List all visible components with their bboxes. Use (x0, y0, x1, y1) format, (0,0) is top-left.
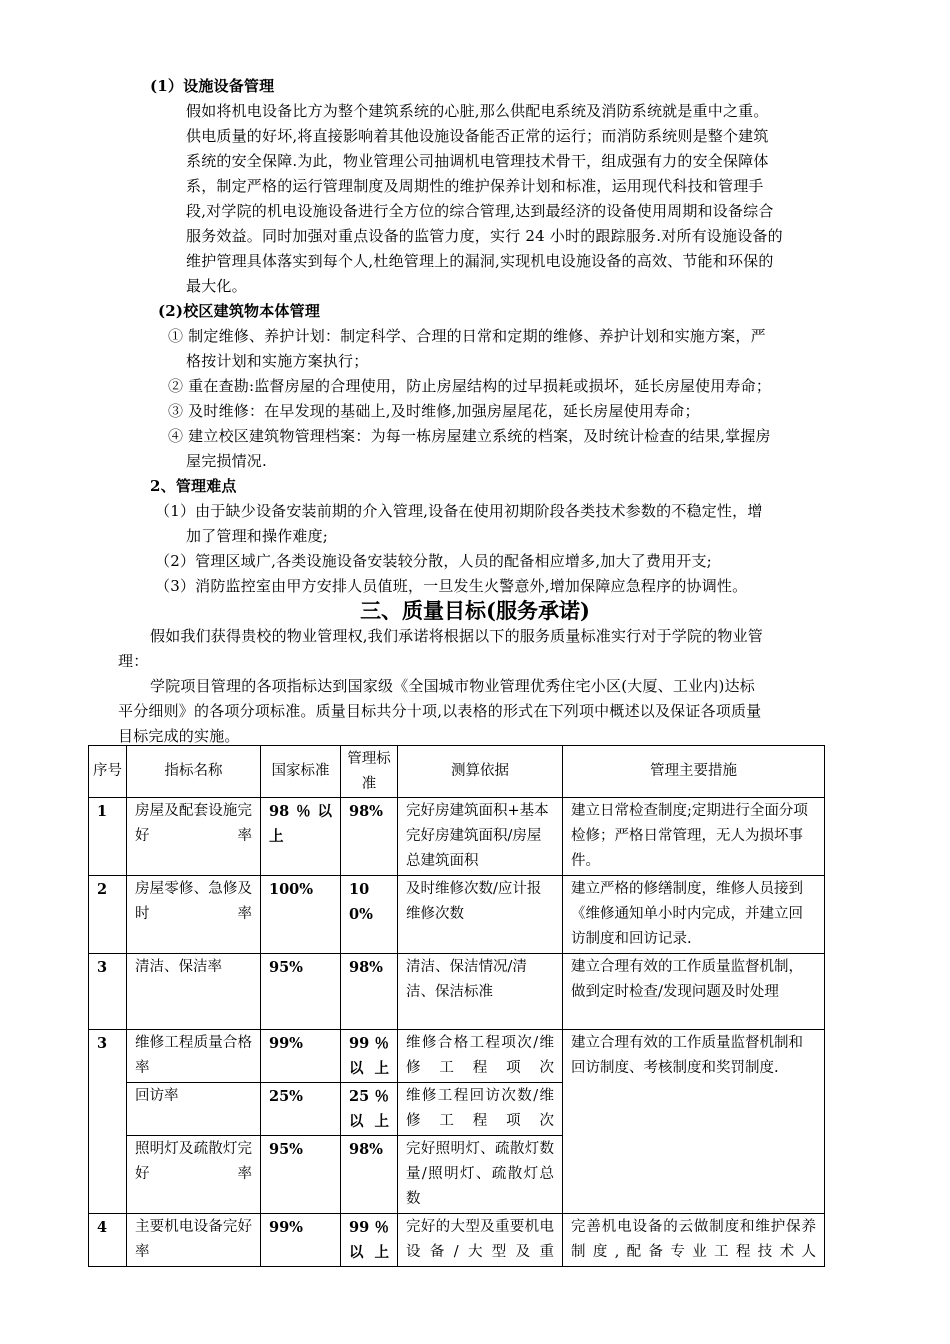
list-item: ③ 及时维修：在早发现的基础上,及时维修,加强房屋尾花，延长房屋使用寿命； (168, 402, 700, 420)
table-row (89, 954, 825, 1030)
cell-name: 房屋零修、急修及时率 (127, 876, 261, 954)
paragraph-line: 系统的安全保障.为此，物业管理公司抽调机电管理技术骨干，组成强有力的安全保障体 (186, 152, 769, 170)
table-header-row (89, 746, 825, 798)
paragraph-line: 假如我们获得贵校的物业管理权,我们承诺将根据以下的服务质量标准实行对于学院的物业管 (150, 627, 763, 645)
table-row (89, 1214, 825, 1267)
header-cell-no: 序号 (89, 746, 127, 798)
paragraph-line: 理： (118, 652, 149, 670)
cell-basis: 维修合格工程项次/维修工程项次 (398, 1030, 563, 1083)
paragraph-line: 供电质量的好坏,将直接影响着其他设施设备能否正常的运行；而消防系统则是整个建筑 (186, 127, 769, 145)
cell-national: 25% (261, 1083, 341, 1136)
cell-basis: 清洁、保洁情况/清洁、保洁标准 (398, 954, 563, 1030)
cell-basis: 完好照明灯、疏散灯数量/照明灯、疏散灯总数 (398, 1136, 563, 1214)
cell-national: 99% (261, 1214, 341, 1267)
cell-management: 98% (341, 798, 398, 876)
paragraph-line: 平分细则》的各项分项标准。质量目标共分十项,以表格的形式在下列项中概述以及保证各项质量 (118, 702, 762, 720)
header-cell-name: 指标名称 (127, 746, 261, 798)
list-item-continuation: 格按计划和实施方案执行； (186, 352, 369, 370)
header-cell-national-standard: 国家标准 (261, 746, 341, 798)
paragraph-line: 段,对学院的机电设施设备进行全方位的综合管理,达到最经济的设备使用周期和设备综合 (186, 202, 774, 220)
paragraph-line: 目标完成的实施。 (118, 727, 240, 745)
cell-management: 99％以上 (341, 1030, 398, 1083)
list-item-continuation: 屋完损情况. (186, 452, 267, 470)
cell-name: 主要机电设备完好率 (127, 1214, 261, 1267)
cell-name: 清洁、保洁率 (127, 954, 261, 1030)
list-item: ① 制定维修、养护计划：制定科学、合理的日常和定期的维修、养护计划和实施方案，严 (168, 327, 766, 345)
section-title-facilities: (1）设施设备管理 (150, 77, 275, 95)
paragraph-line: 维护管理具体落实到每个人,杜绝管理上的漏洞,实现机电设施设备的高效、节能和环保的 (186, 252, 774, 270)
table-row (89, 876, 825, 954)
cell-measure: 建立严格的修缮制度，维修人员接到《维修通知单小时内完成，并建立回访制度和回访记录. (563, 876, 825, 954)
cell-basis: 维修工程回访次数/维修工程项次 (398, 1083, 563, 1136)
paragraph-line: 服务效益。同时加强对重点设备的监管力度，实行 24 小时的跟踪服务.对所有设施设备的 (186, 227, 783, 245)
paragraph-line: 最大化。 (186, 277, 247, 295)
list-item: ④ 建立校区建筑物管理档案：为每一栋房屋建立系统的档案，及时统计检查的结果,掌握房 (168, 427, 771, 445)
cell-national: 98％以上 (261, 798, 341, 876)
cell-no: 3 (89, 954, 127, 1030)
list-item: ② 重在查勘:监督房屋的合理使用，防止房屋结构的过早损耗或损坏，延长房屋使用寿命； (168, 377, 772, 395)
cell-name: 维修工程质量合格率 (127, 1030, 261, 1083)
cell-management: 99％以上 (341, 1214, 398, 1267)
cell-national: 100% (261, 876, 341, 954)
cell-no: 2 (89, 876, 127, 954)
cell-name: 房屋及配套设施完好率 (127, 798, 261, 876)
cell-national: 95% (261, 1136, 341, 1214)
table-row (89, 798, 825, 876)
cell-measure: 建立合理有效的工作质量监督机制和回访制度、考核制度和奖罚制度. (563, 1030, 825, 1214)
cell-management: 98% (341, 954, 398, 1030)
paragraph-line: 系，制定严格的运行管理制度及周期性的维护保养计划和标准，运用现代科技和管理手 (186, 177, 764, 195)
cell-basis: 完好房建筑面积+基本完好房建筑面积/房屋总建筑面积 (398, 798, 563, 876)
section-title-difficulties: 2、管理难点 (150, 477, 237, 495)
paragraph-line: 假如将机电设备比方为整个建筑系统的心脏,那么供配电系统及消防系统就是重中之重。 (186, 102, 769, 120)
cell-name: 回访率 (127, 1083, 261, 1136)
cell-management: 100% (341, 876, 398, 954)
cell-no: 1 (89, 798, 127, 876)
quality-goals-table (88, 745, 825, 1267)
section-heading-quality-goals: 三、质量目标(服务承诺) (360, 598, 590, 623)
cell-no: 4 (89, 1214, 127, 1267)
cell-no: 3 (89, 1030, 127, 1214)
cell-measure: 完善机电设备的云做制度和维护保养制度,配备专业工程技术人 (563, 1214, 825, 1267)
cell-basis: 及时维修次数/应计报维修次数 (398, 876, 563, 954)
cell-name: 照明灯及疏散灯完好率 (127, 1136, 261, 1214)
cell-measure: 建立日常检查制度;定期进行全面分项检修；严格日常管理，无人为损坏事件。 (563, 798, 825, 876)
header-cell-management-standard: 管理标准 (341, 746, 398, 798)
list-item-continuation: 加了管理和操作难度; (186, 527, 329, 545)
cell-national: 95% (261, 954, 341, 1030)
list-item: （1）由于缺少设备安装前期的介入管理,设备在使用初期阶段各类技术参数的不稳定性，增 (155, 502, 763, 520)
cell-national: 99% (261, 1030, 341, 1083)
section-title-buildings: (2)校区建筑物本体管理 (158, 302, 321, 320)
header-cell-measures: 管理主要措施 (563, 746, 825, 798)
cell-management: 25％以上 (341, 1083, 398, 1136)
paragraph-line: 学院项目管理的各项指标达到国家级《全国城市物业管理优秀住宅小区(大厦、工业内)达标 (150, 677, 755, 695)
table-row (89, 1030, 825, 1083)
cell-management: 98% (341, 1136, 398, 1214)
list-item: （2）管理区域广,各类设施设备安装较分散，人员的配备相应增多,加大了费用开支; (155, 552, 712, 570)
header-cell-basis: 测算依据 (398, 746, 563, 798)
cell-basis: 完好的大型及重要机电设备/大型及重 (398, 1214, 563, 1267)
cell-measure: 建立合理有效的工作质量监督机制，做到定时检查/发现问题及时处理 (563, 954, 825, 1030)
list-item: （3）消防监控室由甲方安排人员值班，一旦发生火警意外,增加保障应急程序的协调性。 (155, 577, 748, 595)
